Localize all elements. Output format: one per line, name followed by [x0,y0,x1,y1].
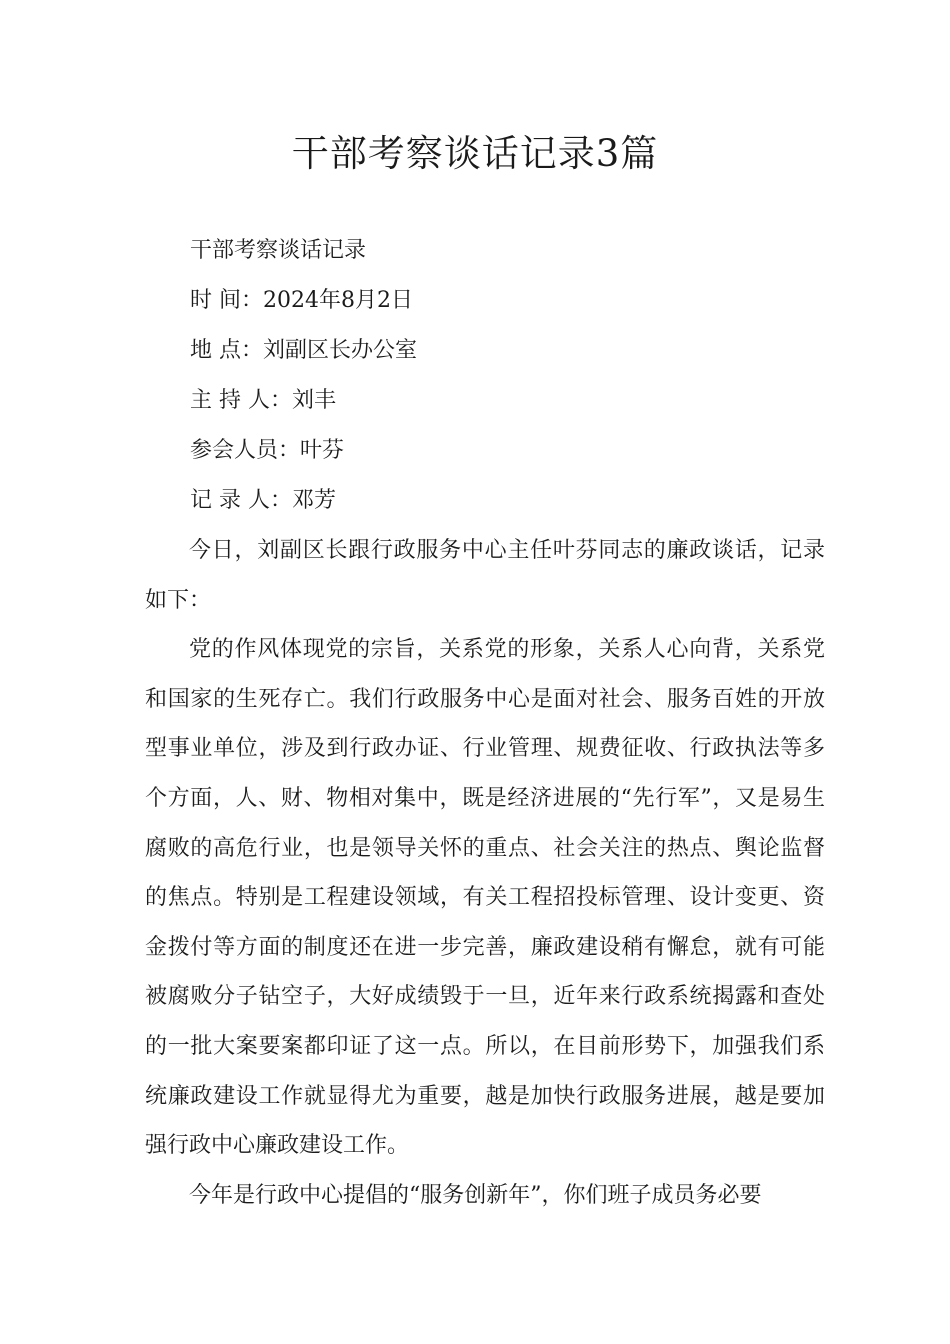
meta-value: 刘丰 [292,388,337,413]
meta-label: 主 持 人： [190,388,292,413]
document-title: 干部考察谈话记录3篇 [291,132,659,175]
meta-location [190,326,830,376]
record-heading: 干部考察谈话记录 [190,238,367,263]
meta-label: 时 间： [190,288,263,313]
document-body [145,526,825,1220]
body-paragraph: 今日，刘副区长跟行政服务中心主任叶芬同志的廉政谈话，记录如下： [145,538,825,613]
body-paragraph: 今年是行政中心提倡的“服务创新年”，你们班子成员务必要 [189,1182,762,1208]
meta-label: 参会人员： [190,438,301,463]
body-paragraph: 党的作风体现党的宗旨，关系党的形象，关系人心向背，关系党和国家的生死存亡。我们行政服务中心是面对社会、服务百姓的开放型事业单位，涉及到行政办证、行业管理、规费征收、行政执法等多个方面，人、财、物相对集中，既是经济进展的“先行军”，又是易生腐败的高危行业，也是领导关怀的重点、社会关注的热点、舆论监督的焦点。特别是工程建设领域，有关工程招投标管理、设计变更、资金拨付等方面的制度还在进一步完善，廉政建设稍有懈怠，就有可能被腐败分子钻空子，大好成绩毁于一旦，近年来行政系统揭露和查处的一批大案要案都印证了这一点。所以，在目前形势下，加强我们系统廉政建设工作就显得尤为重要，越是加快行政服务进展，越是要加强行政中心廉政建设工作。 [145,637,825,1159]
meta-attendees [190,426,830,476]
meta-recorder [190,476,830,526]
meta-label: 地 点： [190,338,263,363]
meta-value: 叶芬 [300,438,345,463]
meta-value: 邓芳 [292,488,337,513]
meta-host [190,376,830,426]
meta-value: 2024年8月2日 [263,288,413,313]
meeting-info-list [190,226,830,526]
meta-value: 刘副区长办公室 [263,338,418,363]
meta-label: 记 录 人： [190,488,292,513]
meta-time [190,276,830,326]
